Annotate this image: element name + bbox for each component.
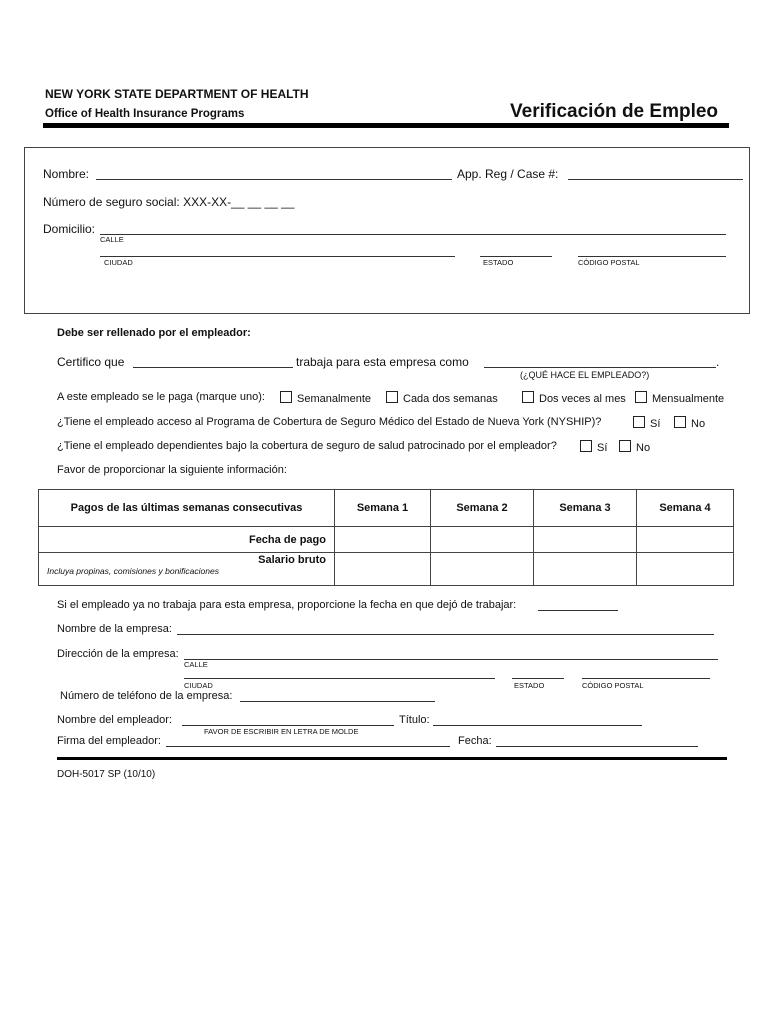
company-name-label: Nombre de la empresa: — [57, 623, 172, 635]
pay-option-semimonthly[interactable]: Dos veces al mes — [522, 391, 626, 405]
certify-prefix: Certifico que — [57, 355, 125, 369]
employer-name-label: Nombre del empleador: — [57, 714, 172, 726]
pay-option-biweekly[interactable]: Cada dos semanas — [386, 391, 498, 405]
pay-frequency-question: A este empleado se le paga (marque uno): — [57, 391, 265, 403]
case-label: App. Reg / Case #: — [457, 167, 559, 181]
company-city-field[interactable] — [184, 668, 495, 679]
week-3-header: Semana 3 — [534, 490, 637, 527]
weekly-checkbox[interactable] — [280, 391, 292, 403]
street-caption: CALLE — [100, 235, 124, 244]
department-name: NEW YORK STATE DEPARTMENT OF HEALTH — [45, 87, 309, 101]
city-caption: CIUDAD — [104, 258, 133, 267]
dependents-no-checkbox[interactable] — [619, 440, 631, 452]
pay-table-header: Pagos de las últimas semanas consecutivas — [39, 490, 335, 527]
company-city-caption: CIUDAD — [184, 681, 213, 690]
name-field[interactable] — [96, 165, 452, 180]
dependents-yes-checkbox[interactable] — [580, 440, 592, 452]
state-field[interactable] — [480, 244, 552, 257]
nyship-yes-checkbox[interactable] — [633, 416, 645, 428]
city-field[interactable] — [100, 244, 455, 257]
info-prompt: Favor de proporcionar la siguiente información: — [57, 464, 287, 476]
certify-middle: trabaja para esta empresa como — [296, 355, 469, 369]
gross-pay-week-1[interactable] — [335, 553, 431, 586]
company-phone-field[interactable] — [240, 688, 435, 702]
biweekly-checkbox[interactable] — [386, 391, 398, 403]
street-field[interactable] — [100, 220, 726, 235]
pay-date-label: Fecha de pago — [39, 527, 335, 553]
form-id: DOH-5017 SP (10/10) — [57, 769, 156, 780]
employer-title-label: Título: — [399, 714, 430, 726]
header-rule — [43, 123, 729, 128]
dependents-question: ¿Tiene el empleado dependientes bajo la cobertura de seguro de salud patrocinado por el empleador? — [57, 440, 557, 452]
pay-option-weekly[interactable]: Semanalmente — [280, 391, 371, 405]
company-name-field[interactable] — [177, 621, 714, 635]
gross-pay-week-4[interactable] — [637, 553, 734, 586]
company-zip-field[interactable] — [582, 668, 710, 679]
nyship-no[interactable]: No — [674, 416, 705, 430]
certify-end: . — [716, 355, 720, 369]
company-phone-label: Número de teléfono de la empresa: — [60, 690, 233, 702]
signature-field[interactable] — [166, 733, 450, 747]
pay-table-header-row — [39, 490, 734, 527]
company-address-label: Dirección de la empresa: — [57, 648, 179, 660]
pay-date-week-2[interactable] — [431, 527, 534, 553]
gross-pay-label-cell — [39, 553, 335, 586]
pay-date-week-1[interactable] — [335, 527, 431, 553]
gross-pay-week-3[interactable] — [534, 553, 637, 586]
left-date-field[interactable] — [538, 597, 618, 611]
pay-date-week-3[interactable] — [534, 527, 637, 553]
employer-section-title: Debe ser rellenado por el empleador: — [57, 327, 251, 339]
signature-date-field[interactable] — [496, 733, 698, 747]
gross-pay-note: Incluya propinas, comisiones y bonificaciones — [47, 566, 219, 576]
ssn-label: Número de seguro social: XXX-XX-__ __ __ __ — [43, 195, 295, 209]
week-2-header: Semana 2 — [431, 490, 534, 527]
monthly-checkbox[interactable] — [635, 391, 647, 403]
gross-pay-label: Salario bruto — [258, 554, 326, 566]
case-field[interactable] — [568, 165, 743, 180]
signature-date-label: Fecha: — [458, 735, 492, 747]
office-name: Office of Health Insurance Programs — [45, 108, 245, 120]
dependents-no[interactable]: No — [619, 440, 650, 454]
signature-label: Firma del empleador: — [57, 735, 161, 747]
job-title-field[interactable] — [484, 353, 716, 368]
job-caption: (¿QUÉ HACE EL EMPLEADO?) — [520, 370, 650, 380]
company-street-caption: CALLE — [184, 660, 208, 669]
zip-caption: CÓDIGO POSTAL — [578, 258, 640, 267]
employee-name-field[interactable] — [133, 353, 293, 368]
dependents-yes[interactable]: Sí — [580, 440, 607, 454]
gross-pay-week-2[interactable] — [431, 553, 534, 586]
week-1-header: Semana 1 — [335, 490, 431, 527]
page-title: Verificación de Empleo — [510, 101, 719, 122]
company-state-caption: ESTADO — [514, 681, 545, 690]
company-street-field[interactable] — [184, 646, 718, 660]
left-date-label: Si el empleado ya no trabaja para esta empresa, proporcione la fecha en que dejó de trabajar: — [57, 599, 517, 611]
state-caption: ESTADO — [483, 258, 514, 267]
employer-title-field[interactable] — [433, 712, 642, 726]
semimonthly-checkbox[interactable] — [522, 391, 534, 403]
company-state-field[interactable] — [512, 668, 564, 679]
footer-rule — [57, 757, 727, 760]
gross-pay-row — [39, 553, 734, 586]
pay-date-row — [39, 527, 734, 553]
address-label: Domicilio: — [43, 222, 96, 236]
nyship-question: ¿Tiene el empleado acceso al Programa de Cobertura de Seguro Médico del Estado de Nueva York (NYSHIP)? — [57, 416, 602, 428]
pay-option-monthly[interactable]: Mensualmente — [635, 391, 724, 405]
zip-field[interactable] — [578, 244, 726, 257]
print-caption: FAVOR DE ESCRIBIR EN LETRA DE MOLDE — [204, 727, 359, 736]
pay-date-week-4[interactable] — [637, 527, 734, 553]
pay-table — [38, 489, 734, 586]
employer-name-field[interactable] — [182, 712, 394, 726]
nyship-yes[interactable]: Sí — [633, 416, 660, 430]
name-label: Nombre: — [43, 167, 90, 181]
company-zip-caption: CÓDIGO POSTAL — [582, 681, 644, 690]
nyship-no-checkbox[interactable] — [674, 416, 686, 428]
week-4-header: Semana 4 — [637, 490, 734, 527]
